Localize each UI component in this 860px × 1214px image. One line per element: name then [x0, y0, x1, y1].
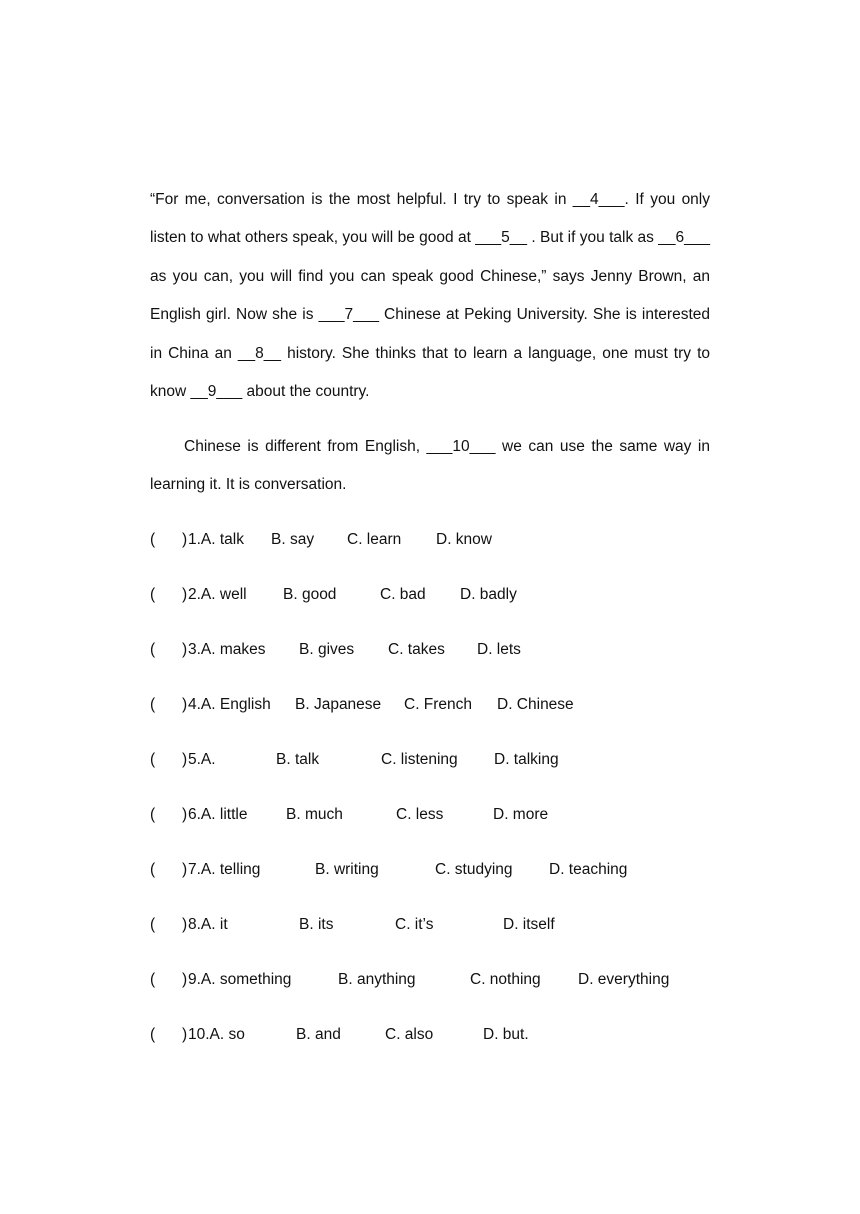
option-d: D. everything: [578, 971, 670, 988]
answer-paren-open: (: [150, 751, 156, 768]
option-a: 2.A. well: [188, 586, 247, 603]
option-b: B. its: [299, 916, 334, 933]
option-a: 5.A.: [188, 751, 216, 768]
answer-paren-open: (: [150, 586, 156, 603]
answer-paren-close: ): [182, 696, 188, 713]
option-b: B. Japanese: [295, 696, 382, 713]
passage-paragraph-1: “For me, conversation is the most helpful. I try to speak in __4___. If you only listen to what others speak, you will be good at ___5__ . But if you talk as __6___ as you can, you will find you can speak good Chinese,” says Jenny Brown, an English girl. Now she is ___7___ Chinese at Peking University. She is interested in China an __8__ history. She thinks that to learn a language, one must try to know __9___ about the country.: [150, 191, 710, 401]
option-a: 8.A. it: [188, 916, 228, 933]
answer-paren-close: ): [182, 586, 188, 603]
option-a: 1.A. talk: [188, 531, 244, 548]
option-b: B. good: [283, 586, 337, 603]
option-b: B. say: [271, 531, 315, 548]
answer-paren-close: ): [182, 806, 188, 823]
answer-paren-open: (: [150, 531, 156, 548]
option-d: D. talking: [494, 751, 559, 768]
option-c: C. takes: [388, 641, 445, 658]
option-c: C. it’s: [395, 916, 434, 933]
answer-paren-close: ): [182, 531, 188, 548]
option-a: 4.A. English: [188, 696, 271, 713]
option-c: C. listening: [381, 751, 458, 768]
option-b: B. gives: [299, 641, 355, 658]
option-c: C. bad: [380, 586, 426, 603]
answer-paren-open: (: [150, 916, 156, 933]
answer-paren-close: ): [182, 751, 188, 768]
option-d: D. badly: [460, 586, 517, 603]
option-d: D. know: [436, 531, 492, 548]
answer-paren-close: ): [182, 861, 188, 878]
option-a: 6.A. little: [188, 806, 248, 823]
option-c: C. learn: [347, 531, 402, 548]
option-b: B. talk: [276, 751, 320, 768]
option-c: C. less: [396, 806, 444, 823]
answer-paren-open: (: [150, 861, 156, 878]
option-a: 9.A. something: [188, 971, 292, 988]
answer-paren-open: (: [150, 641, 156, 658]
option-a: 10.A. so: [188, 1026, 245, 1043]
option-d: D. lets: [477, 641, 521, 658]
answer-paren-close: ): [182, 971, 188, 988]
option-c: C. French: [404, 696, 473, 713]
answer-paren-open: (: [150, 696, 156, 713]
option-b: B. anything: [338, 971, 416, 988]
option-c: C. also: [385, 1026, 434, 1043]
option-a: 7.A. telling: [188, 861, 261, 878]
answer-paren-close: ): [182, 641, 188, 658]
option-d: D. more: [493, 806, 549, 823]
option-b: B. and: [296, 1026, 341, 1043]
passage-paragraph-2: Chinese is different from English, ___10___ we can use the same way in learning it. It is conversation.: [150, 438, 710, 494]
answer-paren-close: ): [182, 916, 188, 933]
option-d: D. itself: [503, 916, 555, 933]
answer-paren-open: (: [150, 1026, 156, 1043]
option-d: D. Chinese: [497, 696, 574, 713]
answer-paren-open: (: [150, 971, 156, 988]
option-c: C. nothing: [470, 971, 541, 988]
option-d: D. teaching: [549, 861, 628, 878]
option-b: B. writing: [315, 861, 379, 878]
option-b: B. much: [286, 806, 343, 823]
option-c: C. studying: [435, 861, 513, 878]
option-a: 3.A. makes: [188, 641, 266, 658]
option-d: D. but.: [483, 1026, 529, 1043]
answer-paren-open: (: [150, 806, 156, 823]
answer-paren-close: ): [182, 1026, 188, 1043]
